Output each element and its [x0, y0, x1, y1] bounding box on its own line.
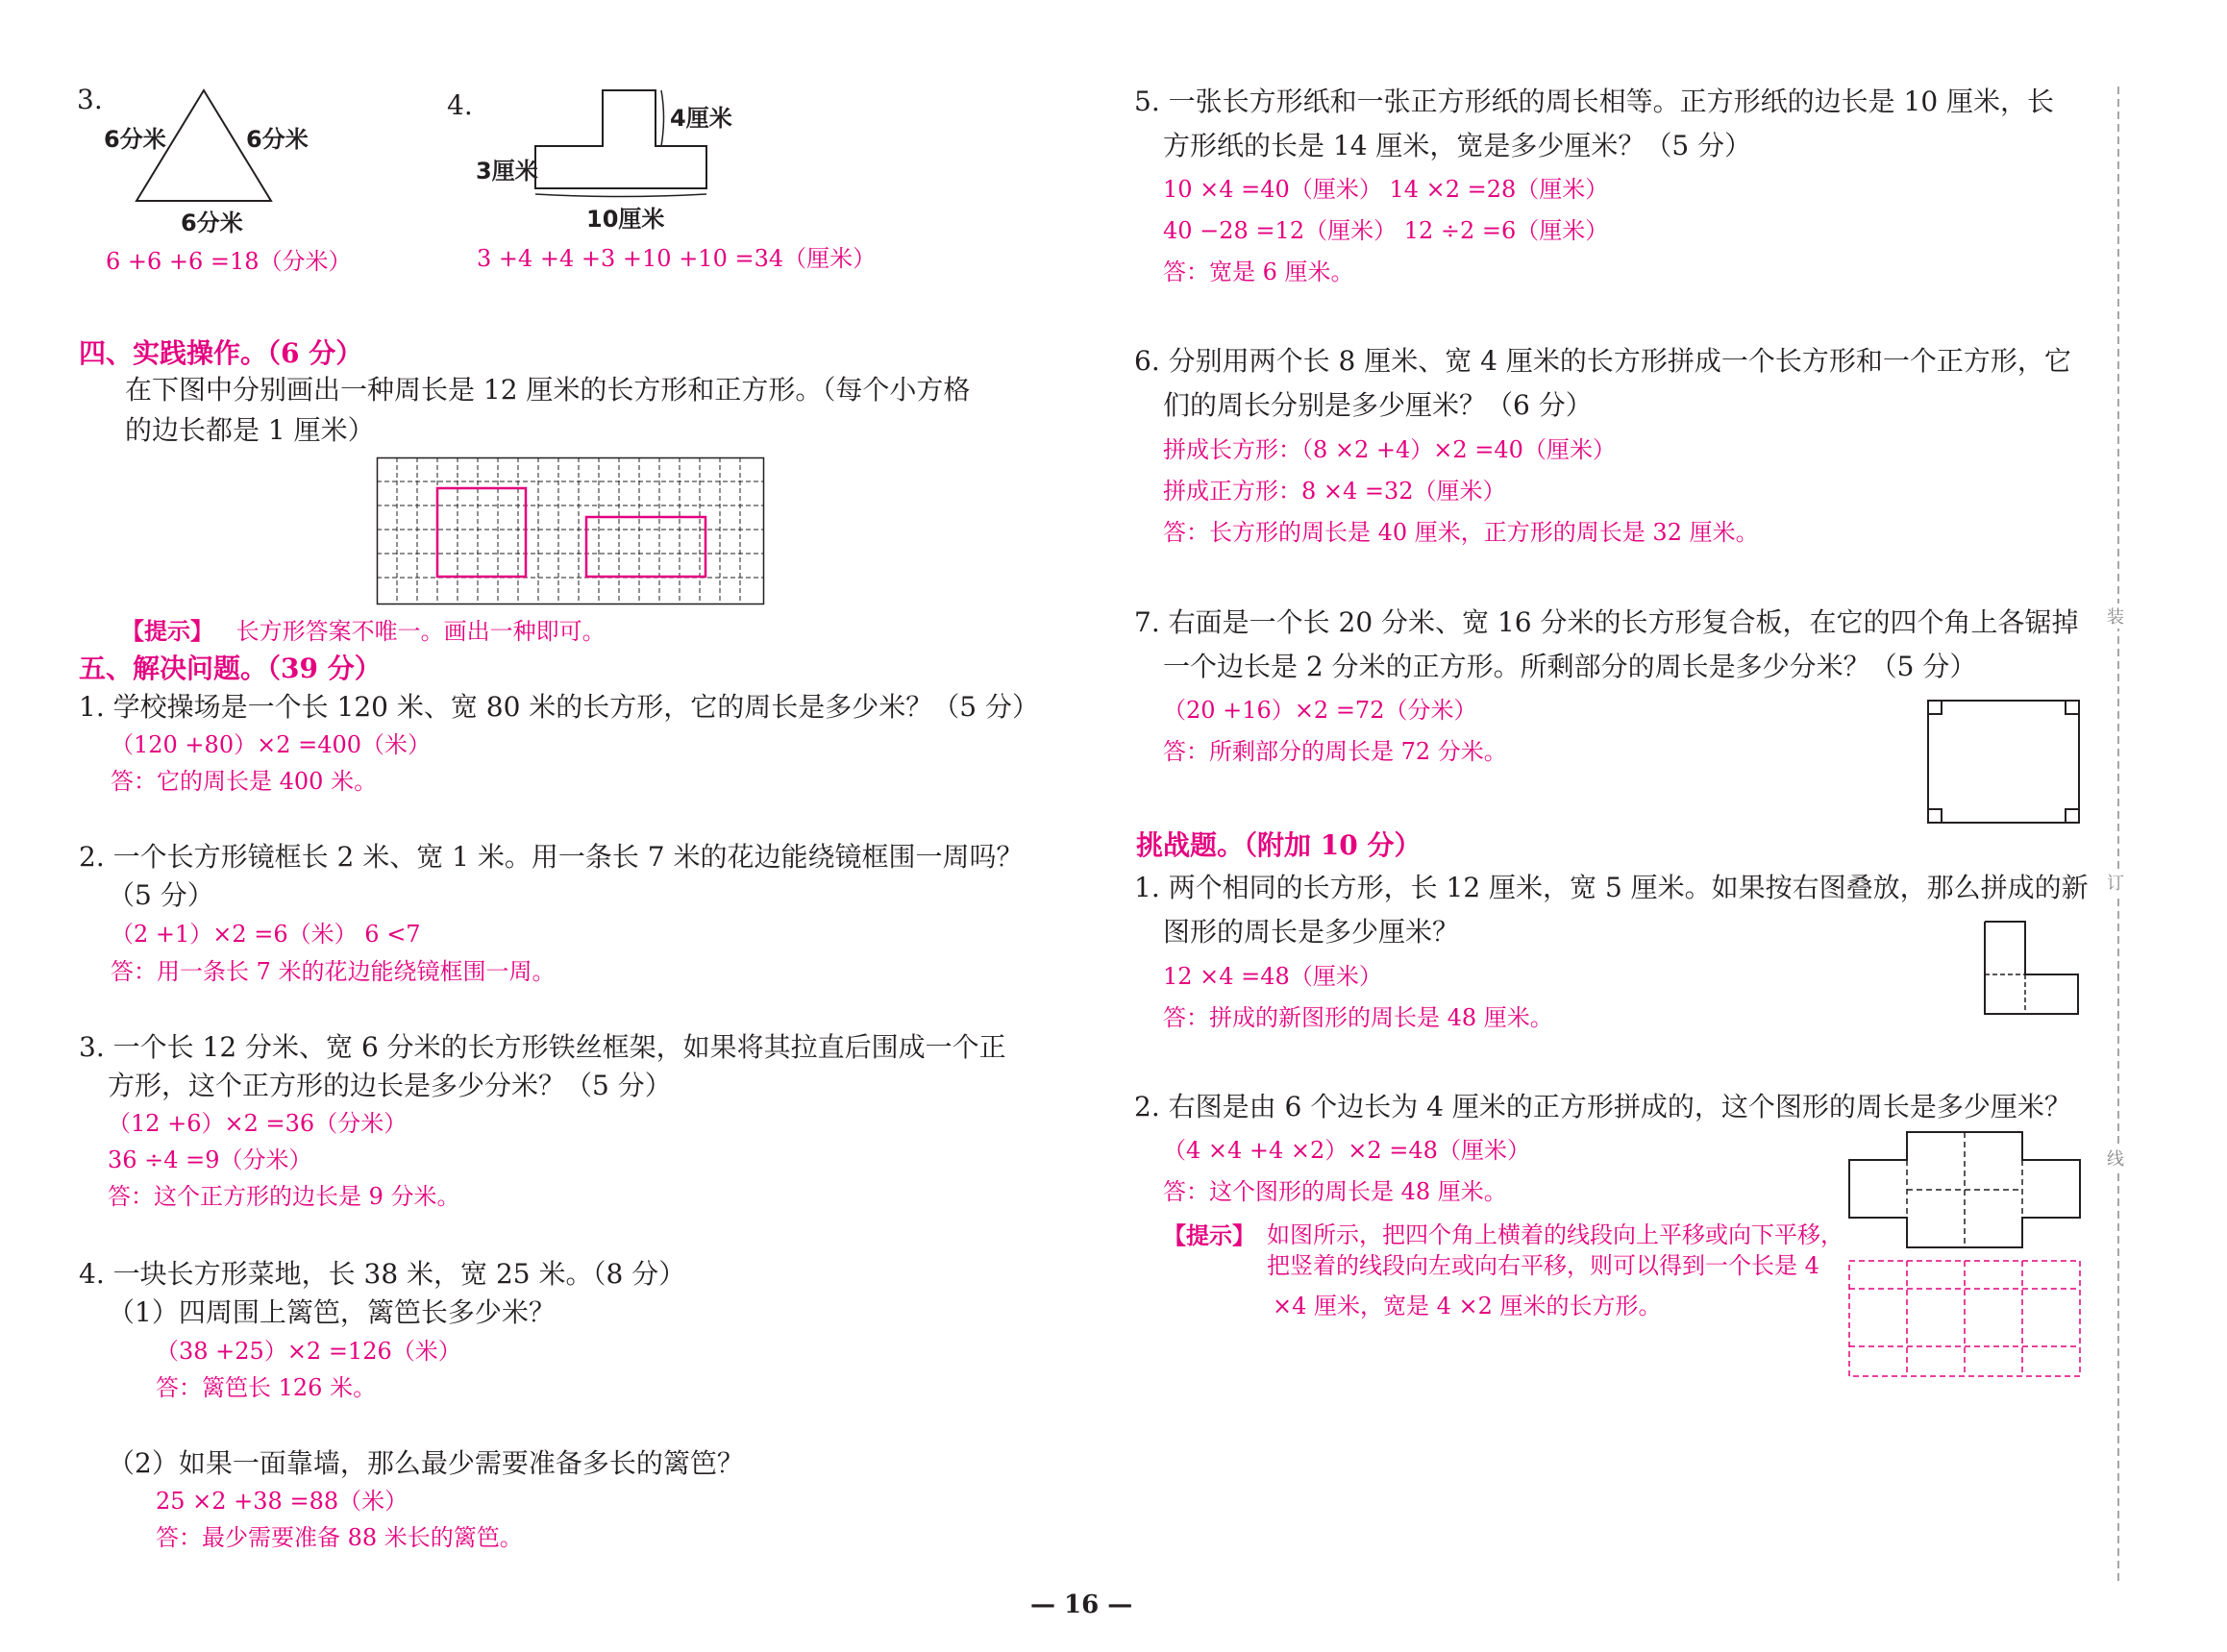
question-number: 3.: [77, 84, 103, 115]
question-text: 1. 两个相同的长方形，长 12 厘米，宽 5 厘米。如果按右图叠放，那么拼成的新: [1134, 872, 2089, 903]
answer-line: 3 +4 +4 +3 +10 +10 =34（厘米）: [477, 245, 877, 272]
hint-text: 把竖着的线段向左或向右平移，则可以得到一个长是 4: [1267, 1252, 1819, 1279]
rectangle-answer: [586, 517, 705, 577]
question-text: 1. 学校操场是一个长 120 米、宽 80 米的长方形，它的周长是多少米？（5 分）: [79, 691, 1040, 723]
question-text: 图形的周长是多少厘米？: [1163, 916, 1460, 948]
square-answer: [437, 488, 526, 577]
question-text: 们的周长分别是多少厘米？（6 分）: [1163, 389, 1593, 421]
answer-line: 答：这个正方形的边长是 9 分米。: [108, 1183, 460, 1210]
question-text: 7. 右面是一个长 20 分米、宽 16 分米的长方形复合板，在它的四个角上各锯掉: [1134, 606, 2079, 638]
question-text: 5. 一张长方形纸和一张正方形纸的周长相等。正方形纸的边长是 10 厘米，长: [1134, 86, 2055, 117]
question-text: 在下图中分别画出一种周长是 12 厘米的长方形和正方形。（每个小方格: [125, 374, 971, 406]
board-figure: [1927, 700, 2081, 825]
t-shape-left-label: 3厘米: [476, 158, 538, 185]
question-text: 方形纸的长是 14 厘米，宽是多少厘米？（5 分）: [1163, 130, 1752, 161]
answer-line: 答：长方形的周长是 40 厘米，正方形的周长是 32 厘米。: [1163, 519, 1759, 546]
answer-line: 答：宽是 6 厘米。: [1163, 259, 1354, 285]
hint-text: 长方形答案不唯一。画出一种即可。: [235, 618, 606, 645]
answer-line: 10 ×4 =40（厘米） 14 ×2 =28（厘米）: [1163, 176, 1609, 203]
section-title: 挑战题。（附加 10 分）: [1136, 829, 1422, 861]
hint-line: [1163, 1217, 1255, 1250]
cross-figure: [1847, 1130, 2083, 1250]
binding-mark: 装: [2107, 604, 2124, 629]
answer-line: 答：它的周长是 400 米。: [111, 768, 378, 795]
answer-line: 答：篱笆长 126 米。: [156, 1374, 377, 1401]
question-text: 3. 一个长 12 分米、宽 6 分米的长方形铁丝框架，如果将其拉直后围成一个正: [79, 1031, 1006, 1063]
answer-line: 拼成正方形：8 ×4 =32（厘米）: [1163, 478, 1506, 505]
answer-line: 答：所剩部分的周长是 72 分米。: [1163, 738, 1507, 765]
question-text: 2. 右图是由 6 个边长为 4 厘米的正方形拼成的，这个图形的周长是多少厘米？: [1134, 1091, 2071, 1122]
answer-line: 25 ×2 +38 =88（米）: [156, 1488, 408, 1515]
grid-figure: [377, 457, 766, 606]
question-text: 方形，这个正方形的边长是多少分米？（5 分）: [108, 1070, 672, 1101]
question-number: 4.: [447, 89, 473, 121]
triangle-bottom-label: 6分米: [181, 210, 243, 236]
sub-question: （1）四周围上篱笆，篱笆长多少米？: [108, 1296, 556, 1328]
answer-line: （120 +80）×2 =400（米）: [111, 731, 432, 758]
triangle-right-label: 6分米: [246, 126, 309, 153]
hint-text: ×4 厘米，宽是 4 ×2 厘米的长方形。: [1273, 1293, 1662, 1319]
sub-question: （2）如果一面靠墙，那么最少需要准备多长的篱笆？: [108, 1447, 744, 1479]
question-text: 2. 一个长方形镜框长 2 米、宽 1 米。用一条长 7 米的花边能绕镜框围一周吗？: [79, 841, 1024, 873]
question-text: （5 分）: [108, 879, 214, 911]
t-shape-bottom-label: 10厘米: [586, 206, 665, 233]
hint-line: [121, 612, 606, 650]
question-text: 一个边长是 2 分米的正方形。所剩部分的周长是多少分米？（5 分）: [1163, 651, 1977, 682]
answer-line: 答：用一条长 7 米的花边能绕镜框围一周。: [111, 958, 556, 985]
answer-line: （12 +6）×2 =36（分米）: [108, 1110, 408, 1137]
answer-line: （4 ×4 +4 ×2）×2 =48（厘米）: [1163, 1137, 1530, 1164]
triangle-left-label: 6分米: [104, 126, 166, 153]
answer-line: （20 +16）×2 =72（分米）: [1163, 697, 1477, 724]
answer-line: 6 +6 +6 =18（分米）: [106, 248, 352, 275]
transformed-rectangle-figure: [1847, 1259, 2083, 1379]
answer-line: 12 ×4 =48（厘米）: [1163, 963, 1382, 990]
answer-line: 36 ÷4 =9（分米）: [108, 1147, 312, 1173]
binding-line: [2111, 86, 2130, 1586]
section-title: 五、解决问题。（39 分）: [79, 653, 382, 684]
answer-line: 答：这个图形的周长是 48 厘米。: [1163, 1178, 1507, 1205]
question-text: 4. 一块长方形菜地，长 38 米，宽 25 米。（8 分）: [79, 1258, 686, 1290]
t-shape-top-label: 4厘米: [670, 105, 732, 132]
hint-tag: 【提示】: [1163, 1221, 1255, 1249]
answer-line: 答：最少需要准备 88 米长的篱笆。: [156, 1524, 523, 1551]
binding-mark: 订: [2107, 870, 2124, 895]
question-text: 6. 分别用两个长 8 厘米、宽 4 厘米的长方形拼成一个长方形和一个正方形，它: [1134, 345, 2071, 377]
answer-line: 答：拼成的新图形的周长是 48 厘米。: [1163, 1004, 1553, 1031]
page-number: — 16 —: [1030, 1590, 1133, 1619]
question-text: 的边长都是 1 厘米）: [125, 414, 375, 446]
hint-text: 如图所示，把四个角上横着的线段向上平移或向下平移，: [1267, 1221, 1843, 1248]
answer-line: （38 +25）×2 =126（米）: [156, 1338, 461, 1365]
answer-line: （2 +1）×2 =6（米） 6 <7: [111, 921, 421, 948]
answer-line: 拼成长方形：（8 ×2 +4）×2 =40（厘米）: [1163, 436, 1616, 463]
answer-line: 40 −28 =12（厘米） 12 ÷2 =6（厘米）: [1163, 217, 1609, 244]
overlap-figure: [1984, 921, 2082, 1017]
section-title: 四、实践操作。（6 分）: [79, 337, 363, 369]
hint-tag: 【提示】: [121, 617, 213, 645]
binding-mark: 线: [2107, 1146, 2124, 1171]
